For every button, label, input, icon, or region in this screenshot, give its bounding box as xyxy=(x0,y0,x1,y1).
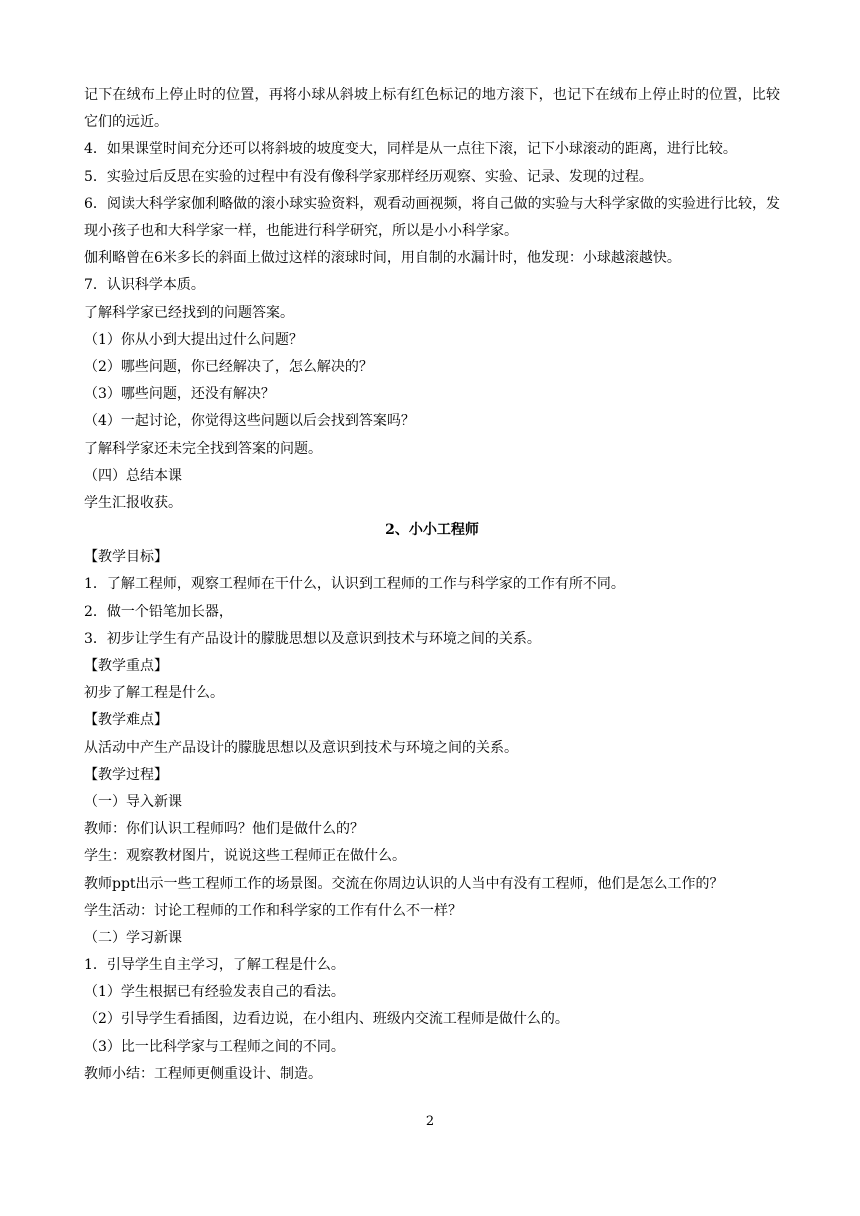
paragraph-known-answers: 了解科学家已经找到的问题答案。 xyxy=(84,304,294,321)
student-observation: 学生：观察教材图片，说说这些工程师正在做什么。 xyxy=(84,848,406,865)
section-summary-heading: （四）总结本课 xyxy=(84,467,182,484)
document-body xyxy=(84,82,780,1088)
paragraph-student-report: 学生汇报收获。 xyxy=(84,494,182,511)
paragraph-galileo: 伽利略曾在6米多长的斜面上做过这样的滚球时间，用自制的水漏计时，他发现：小球越滚越快。 xyxy=(84,250,681,267)
section-intro-heading: （一）导入新课 xyxy=(84,793,182,810)
teaching-focus-heading: 【教学重点】 xyxy=(84,658,168,674)
objective-2: 2．做一个铅笔加长器， xyxy=(84,603,233,620)
teacher-ppt-instruction: 教师ppt出示一些工程师工作的场景图。交流在你周边认识的人当中有没有工程师，他们是怎么工作的？ xyxy=(84,875,724,892)
learning-step-1: 1．引导学生自主学习，了解工程是什么。 xyxy=(84,957,345,974)
paragraph-unknown-answers: 了解科学家还未完全找到答案的问题。 xyxy=(84,440,322,457)
teaching-process-heading: 【教学过程】 xyxy=(84,766,168,783)
teacher-question: 教师：你们认识工程师吗？他们是做什么的？ xyxy=(84,821,364,838)
question-3: （3）哪些问题，还没有解决？ xyxy=(84,386,275,403)
question-4: （4）一起讨论，你觉得这些问题以后会找到答案吗？ xyxy=(84,413,415,430)
paragraph-step-4: 4．如果课堂时间充分还可以将斜坡的坡度变大，同样是从一点往下滚，记下小球滚动的距离，进行比较。 xyxy=(84,141,737,158)
question-1: （1）你从小到大提出过什么问题？ xyxy=(84,331,303,348)
page-number: 2 xyxy=(425,1114,435,1129)
teaching-focus-text: 初步了解工程是什么。 xyxy=(84,685,224,702)
question-2: （2）哪些问题，你已经解决了，怎么解决的？ xyxy=(84,358,373,375)
student-activity: 学生活动：讨论工程师的工作和科学家的工作有什么不一样？ xyxy=(84,902,462,919)
paragraph-step-7: 7．认识科学本质。 xyxy=(84,277,205,294)
learning-substep-1: （1）学生根据已有经验发表自己的看法。 xyxy=(84,984,345,1001)
teacher-summary: 教师小结：工程师更侧重设计、制造。 xyxy=(84,1065,322,1082)
lesson-title: 2、小小工程师 xyxy=(385,522,479,539)
teaching-difficulty-text: 从活动中产生产品设计的朦胧思想以及意识到技术与环境之间的关系。 xyxy=(84,739,518,756)
learning-substep-3: （3）比一比科学家与工程师之间的不同。 xyxy=(84,1038,345,1055)
paragraph-experiment-continued: 记下在绒布上停止时的位置，再将小球从斜坡上标有红色标记的地方滚下，也记下在绒布上停止时的位置，比较它们的远近。 xyxy=(84,87,780,131)
section-new-lesson-heading: （二）学习新课 xyxy=(84,929,182,946)
objective-3: 3．初步让学生有产品设计的朦胧思想以及意识到技术与环境之间的关系。 xyxy=(84,630,541,647)
teaching-difficulty-heading: 【教学难点】 xyxy=(84,712,168,729)
learning-substep-2: （2）引导学生看插图，边看边说，在小组内、班级内交流工程师是做什么的。 xyxy=(84,1011,569,1028)
teaching-objectives-heading: 【教学目标】 xyxy=(84,549,168,566)
paragraph-step-5: 5．实验过后反思在实验的过程中有没有像科学家那样经历观察、实验、记录、发现的过程。 xyxy=(84,168,653,185)
paragraph-step-6: 6．阅读大科学家伽利略做的滚小球实验资料，观看动画视频，将自己做的实验与大科学家做的实验进行比较，发现小孩子也和大科学家一样，也能进行科学研究，所以是小小科学家。 xyxy=(84,195,780,239)
objective-1: 1．了解工程师，观察工程师在干什么，认识到工程师的工作与科学家的工作有所不同。 xyxy=(84,576,625,593)
